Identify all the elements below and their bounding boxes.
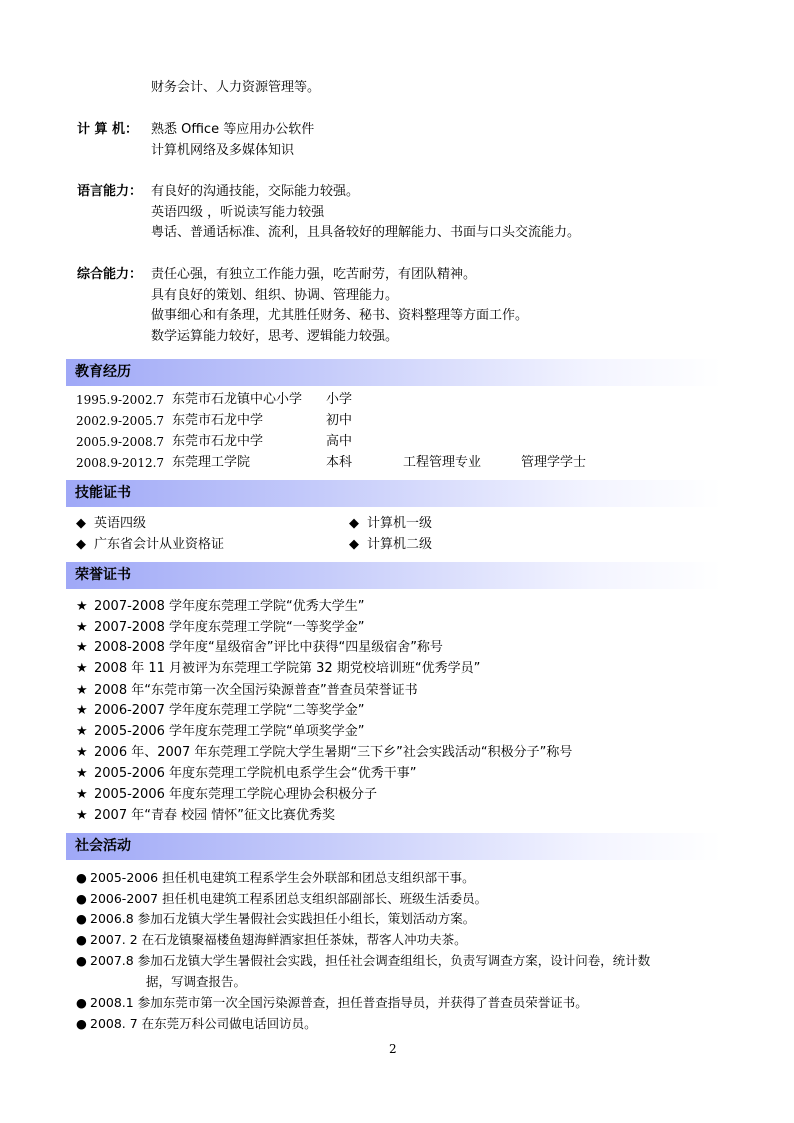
language-label: 语言能力： bbox=[77, 184, 143, 199]
star-icon: ★ bbox=[76, 683, 88, 698]
honor-text: 2005-2006 年度东莞理工学院心理协会积极分子 bbox=[94, 787, 377, 802]
activity-item bbox=[76, 952, 650, 970]
activity-text: 2008.1 参加东莞市第一次全国污染源普查，担任普查指导员，并获得了普查员荣誉证书。 bbox=[90, 995, 588, 1010]
star-icon: ★ bbox=[76, 703, 88, 718]
activity-text: 2007. 2 在石龙镇聚福楼鱼翅海鲜酒家担任茶妹，帮客人冲功夫茶。 bbox=[90, 932, 467, 947]
education-period: 2002.9-2005.7 bbox=[76, 414, 165, 428]
circle-bullet-icon: ● bbox=[76, 1016, 87, 1031]
star-icon: ★ bbox=[76, 745, 88, 760]
star-icon: ★ bbox=[76, 787, 88, 802]
certificates-title: 技能证书 bbox=[75, 485, 131, 501]
honor-text: 2005-2006 学年度东莞理工学院“单项奖学金” bbox=[94, 724, 365, 739]
certificate-text: 广东省会计从业资格证 bbox=[94, 537, 225, 552]
education-school: 东莞理工学院 bbox=[172, 455, 251, 470]
honor-item bbox=[76, 598, 364, 616]
honors-header bbox=[66, 562, 722, 589]
honor-item bbox=[76, 702, 364, 720]
activity-item bbox=[76, 931, 467, 949]
star-icon: ★ bbox=[76, 661, 88, 676]
activity-text: 2006-2007 担任机电建筑工程系团总支组织部副部长、班级生活委员。 bbox=[90, 891, 488, 906]
certificate-item bbox=[76, 515, 146, 533]
computer-line: 计算机网络及多媒体知识 bbox=[151, 143, 295, 158]
education-period: 2005.9-2008.7 bbox=[76, 435, 165, 449]
circle-bullet-icon: ● bbox=[76, 870, 87, 885]
language-line: 粤话、普通话标准、流利，且具备较好的理解能力、书面与口头交流能力。 bbox=[151, 225, 581, 240]
activity-text: 2006.8 参加石龙镇大学生暑假社会实践担任小组长，策划活动方案。 bbox=[90, 911, 476, 926]
circle-bullet-icon: ● bbox=[76, 932, 87, 947]
star-icon: ★ bbox=[76, 640, 88, 655]
education-level: 小学 bbox=[326, 392, 353, 407]
honor-item bbox=[76, 744, 572, 762]
star-icon: ★ bbox=[76, 724, 88, 739]
education-major: 工程管理专业 bbox=[403, 455, 482, 470]
certificate-text: 英语四级 bbox=[94, 516, 147, 531]
star-icon: ★ bbox=[76, 808, 88, 823]
star-icon: ★ bbox=[76, 766, 88, 781]
honor-item bbox=[76, 807, 335, 825]
general-line: 责任心强，有独立工作能力强，吃苦耐劳，有团队精神。 bbox=[151, 267, 477, 282]
language-line: 有良好的沟通技能，交际能力较强。 bbox=[151, 184, 360, 199]
activity-item bbox=[76, 869, 475, 887]
certificate-text: 计算机二级 bbox=[367, 537, 433, 552]
activity-text: 2008. 7 在东莞万科公司做电话回访员。 bbox=[90, 1016, 317, 1031]
general-line: 做事细心和有条理，尤其胜任财务、秘书、资料整理等方面工作。 bbox=[151, 308, 529, 323]
general-label: 综合能力： bbox=[77, 267, 143, 282]
honor-item bbox=[76, 786, 377, 804]
honor-item bbox=[76, 765, 416, 783]
honor-text: 2007-2008 学年度东莞理工学院“优秀大学生” bbox=[94, 599, 365, 614]
computer-line: 熟悉 Office 等应用办公软件 bbox=[151, 122, 315, 137]
skills-continuation: 财务会计、人力资源管理等。 bbox=[151, 80, 321, 95]
honor-text: 2007 年“青春 校园 情怀”征文比赛优秀奖 bbox=[94, 808, 335, 823]
star-icon: ★ bbox=[76, 599, 88, 614]
honor-text: 2008 年 11 月被评为东莞理工学院第 32 期党校培训班“优秀学员” bbox=[94, 661, 481, 676]
certificate-item bbox=[349, 515, 432, 533]
computer-label: 计 算 机： bbox=[77, 122, 139, 137]
education-degree: 管理学学士 bbox=[521, 455, 587, 470]
activities-title: 社会活动 bbox=[75, 838, 131, 854]
education-school: 东莞市石龙中学 bbox=[172, 434, 264, 449]
activity-item bbox=[76, 1015, 317, 1033]
activity-item bbox=[76, 910, 475, 928]
star-icon: ★ bbox=[76, 620, 88, 635]
diamond-icon: ◆ bbox=[349, 516, 359, 531]
education-school: 东莞市石龙中学 bbox=[172, 413, 264, 428]
honors-title: 荣誉证书 bbox=[75, 567, 131, 583]
activity-item bbox=[76, 994, 588, 1012]
activity-text: 2007.8 参加石龙镇大学生暑假社会实践，担任社会调查组组长，负责写调查方案，设计问卷，统计数 bbox=[90, 953, 651, 968]
certificate-text: 计算机一级 bbox=[367, 516, 433, 531]
certificate-item bbox=[76, 536, 224, 554]
circle-bullet-icon: ● bbox=[76, 891, 87, 906]
honor-text: 2006 年、2007 年东莞理工学院大学生暑期“三下乡”社会实践活动“积极分子”称号 bbox=[94, 745, 573, 760]
general-line: 具有良好的策划、组织、协调、管理能力。 bbox=[151, 288, 399, 303]
circle-bullet-icon: ● bbox=[76, 953, 87, 968]
honor-text: 2008 年“东莞市第一次全国污染源普查”普查员荣誉证书 bbox=[94, 683, 418, 698]
page-number: 2 bbox=[389, 1042, 397, 1056]
honor-item bbox=[76, 660, 480, 678]
activities-header bbox=[66, 833, 722, 860]
education-level: 高中 bbox=[326, 434, 353, 449]
education-period: 1995.9-2002.7 bbox=[76, 393, 165, 407]
education-school: 东莞市石龙镇中心小学 bbox=[172, 392, 303, 407]
honor-text: 2007-2008 学年度东莞理工学院“一等奖学金” bbox=[94, 620, 365, 635]
certificates-header bbox=[66, 480, 722, 507]
diamond-icon: ◆ bbox=[349, 537, 359, 552]
honor-text: 2008-2008 学年度“星级宿舍”评比中获得“四星级宿舍”称号 bbox=[94, 640, 443, 655]
education-header bbox=[66, 359, 722, 386]
diamond-icon: ◆ bbox=[76, 537, 86, 552]
activity-item bbox=[76, 890, 487, 908]
honor-item bbox=[76, 682, 418, 700]
activity-text: 2005-2006 担任机电建筑工程系学生会外联部和团总支组织部干事。 bbox=[90, 870, 475, 885]
honor-item bbox=[76, 619, 364, 637]
certificate-item bbox=[349, 536, 432, 554]
education-title: 教育经历 bbox=[75, 364, 131, 380]
circle-bullet-icon: ● bbox=[76, 911, 87, 926]
honor-text: 2005-2006 年度东莞理工学院机电系学生会“优秀干事” bbox=[94, 766, 417, 781]
honor-item bbox=[76, 723, 364, 741]
honor-text: 2006-2007 学年度东莞理工学院“二等奖学金” bbox=[94, 703, 365, 718]
general-line: 数学运算能力较好，思考、逻辑能力较强。 bbox=[151, 329, 399, 344]
education-period: 2008.9-2012.7 bbox=[76, 456, 165, 470]
circle-bullet-icon: ● bbox=[76, 995, 87, 1010]
language-line: 英语四级 ，听说读写能力较强 bbox=[151, 205, 325, 220]
honor-item bbox=[76, 639, 443, 657]
activity-item-continuation: 据，写调查报告。 bbox=[146, 974, 247, 989]
education-level: 初中 bbox=[326, 413, 353, 428]
education-level: 本科 bbox=[326, 455, 353, 470]
diamond-icon: ◆ bbox=[76, 516, 86, 531]
